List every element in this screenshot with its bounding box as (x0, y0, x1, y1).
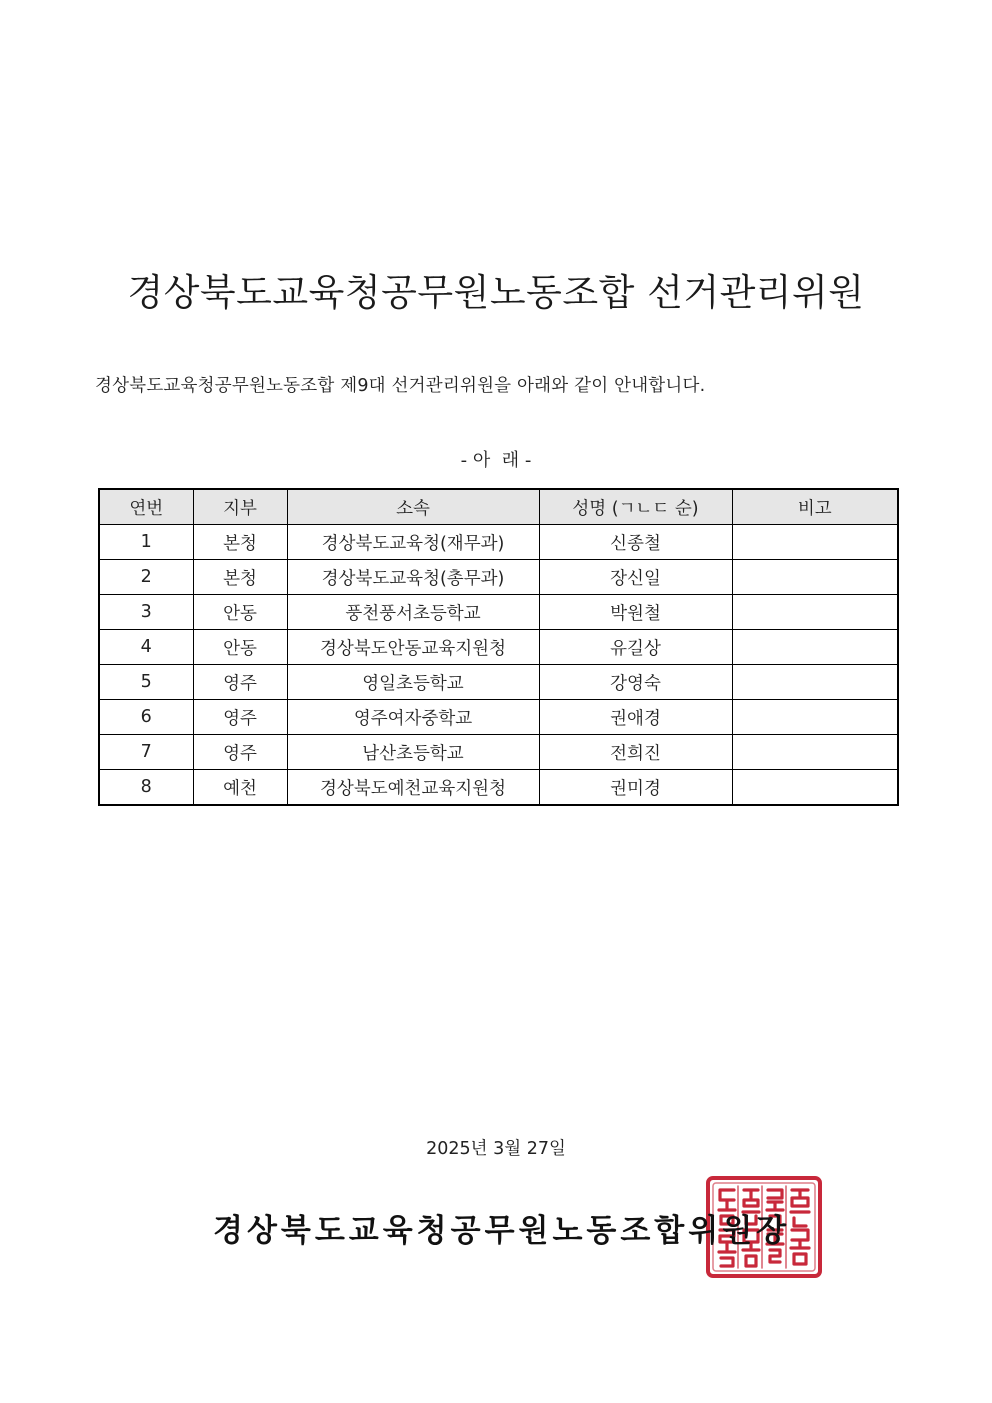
cell-note (732, 665, 898, 700)
cell-name: 신종철 (539, 525, 732, 560)
cell-branch: 안동 (193, 630, 287, 665)
cell-affiliation: 영주여자중학교 (287, 700, 539, 735)
column-header-branch: 지부 (193, 489, 287, 525)
cell-note (732, 630, 898, 665)
cell-number: 2 (99, 560, 193, 595)
cell-affiliation: 경상북도교육청(재무과) (287, 525, 539, 560)
cell-name: 전희진 (539, 735, 732, 770)
cell-note (732, 700, 898, 735)
document-title: 경상북도교육청공무원노동조합 선거관리위원 (127, 271, 865, 314)
column-header-affiliation: 소속 (287, 489, 539, 525)
cell-branch: 안동 (193, 595, 287, 630)
column-header-number: 연번 (99, 489, 193, 525)
column-header-name: 성명 (ㄱㄴㄷ 순) (539, 489, 732, 525)
cell-name: 권미경 (539, 770, 732, 806)
table-header-row (99, 489, 898, 525)
cell-name: 강영숙 (539, 665, 732, 700)
cell-branch: 본청 (193, 525, 287, 560)
cell-branch: 본청 (193, 560, 287, 595)
table-row (99, 560, 898, 595)
cell-number: 3 (99, 595, 193, 630)
cell-name: 장신일 (539, 560, 732, 595)
table-row (99, 595, 898, 630)
cell-note (732, 735, 898, 770)
cell-affiliation: 경상북도교육청(총무과) (287, 560, 539, 595)
cell-branch: 영주 (193, 700, 287, 735)
cell-branch: 영주 (193, 735, 287, 770)
cell-number: 6 (99, 700, 193, 735)
cell-note (732, 525, 898, 560)
notice-heading: - 아 래 - (460, 450, 532, 471)
cell-number: 8 (99, 770, 193, 806)
signature-union-chair: 경상북도교육청공무원노동조합위원장 (213, 1213, 791, 1249)
cell-affiliation: 경상북도안동교육지원청 (287, 630, 539, 665)
cell-affiliation: 경상북도예천교육지원청 (287, 770, 539, 806)
cell-name: 박원철 (539, 595, 732, 630)
document-date: 2025년 3월 27일 (426, 1139, 566, 1159)
cell-note (732, 560, 898, 595)
cell-affiliation: 풍천풍서초등학교 (287, 595, 539, 630)
cell-branch: 영주 (193, 665, 287, 700)
cell-branch: 예천 (193, 770, 287, 806)
cell-number: 1 (99, 525, 193, 560)
cell-name: 권애경 (539, 700, 732, 735)
table-row (99, 735, 898, 770)
cell-name: 유길상 (539, 630, 732, 665)
intro-text: 경상북도교육청공무원노동조합 제9대 선거관리위원을 아래와 같이 안내합니다. (95, 376, 706, 396)
election-committee-table (98, 488, 899, 806)
cell-affiliation: 영일초등학교 (287, 665, 539, 700)
table-row (99, 630, 898, 665)
table-row (99, 700, 898, 735)
column-header-note: 비고 (732, 489, 898, 525)
cell-note (732, 595, 898, 630)
cell-number: 5 (99, 665, 193, 700)
cell-number: 4 (99, 630, 193, 665)
cell-affiliation: 남산초등학교 (287, 735, 539, 770)
cell-note (732, 770, 898, 806)
cell-number: 7 (99, 735, 193, 770)
table-row (99, 665, 898, 700)
table-row (99, 770, 898, 806)
table-row (99, 525, 898, 560)
